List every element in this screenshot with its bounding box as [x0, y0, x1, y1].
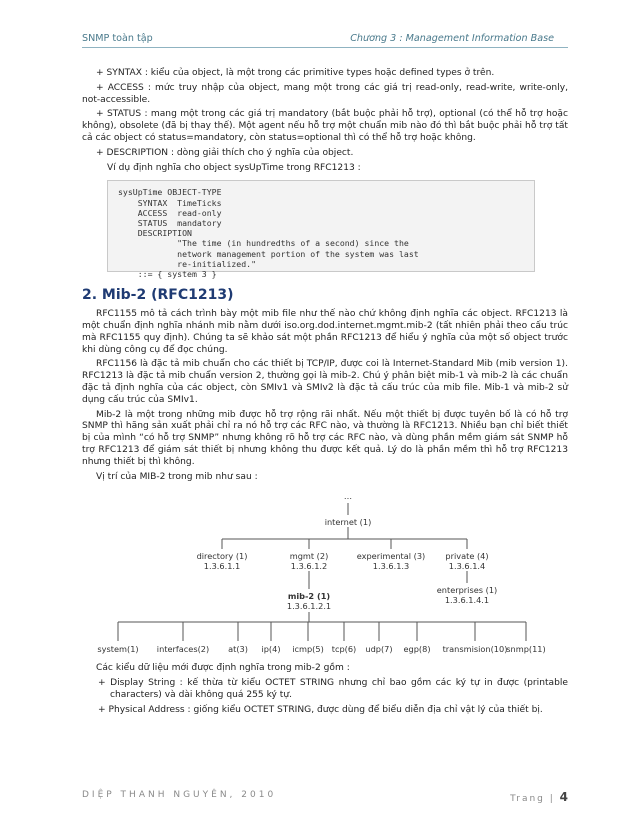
- leaf-interfaces: interfaces(2): [156, 644, 210, 655]
- node-enterprises-name: enterprises (1): [436, 585, 498, 596]
- datatypes-intro: Các kiểu dữ liệu mới được định nghĩa trong mib-2 gồm :: [96, 663, 350, 674]
- leaf-system: system(1): [97, 644, 139, 655]
- footer-page-number: 4: [559, 790, 568, 804]
- footer-page: [510, 790, 568, 804]
- section-heading: 2. Mib-2 (RFC1213): [82, 287, 234, 304]
- description-item: + DESCRIPTION : dòng giải thích cho ý nghĩa của object.: [96, 147, 354, 158]
- leaf-snmp: snmp(11): [506, 644, 546, 655]
- leaf-icmp: icmp(5): [292, 644, 324, 655]
- node-enterprises: [437, 585, 497, 605]
- node-private-oid: 1.3.6.1.4: [448, 561, 486, 572]
- node-mgmt-name: mgmt (2): [289, 551, 329, 562]
- footer-author: DIỆP THANH NGUYÊN, 2010: [82, 790, 277, 800]
- access-item: + ACCESS : mức truy nhập của object, mang một trong các giá trị read-only, read-write, write-only, not-accessible.: [82, 82, 568, 105]
- leaf-tcp: tcp(6): [331, 644, 357, 655]
- node-directory-name: directory (1): [196, 551, 248, 562]
- node-experimental: [357, 551, 426, 571]
- page-body: [82, 68, 568, 720]
- chapter-number: Chương 3: [350, 33, 397, 44]
- mib-tree-diagram: [82, 491, 568, 663]
- section-paragraph-4: Vị trí của MIB-2 trong mib như sau :: [96, 471, 258, 482]
- node-mgmt: [290, 551, 329, 571]
- node-mib2-name: mib-2 (1): [287, 591, 331, 602]
- node-experimental-name: experimental (3): [356, 551, 426, 562]
- display-string-item: + Display String : kế thừa từ kiểu OCTET STRING nhưng chỉ bao gồm các ký tự in được (printable characters) và dài không quá 255 ký tự.: [98, 678, 568, 700]
- node-mgmt-oid: 1.3.6.1.2: [290, 561, 328, 572]
- section-paragraph-2: RFC1156 là đặc tả mib chuẩn cho các thiết bị TCP/IP, được coi là Internet-Standard Mib (mib version 1). RFC1213 là đặc tả mib chuẩn version 2, thường gọi là mib-2. Chú ý phân biệt mib-1 và mib-2 là các chuẩn đặc tả định nghĩa của các object, còn SMIv1 và SMIv2 là đặc tả cấu trúc của mib file. Mib-1 và mib-2 sử dụng cấu trúc của SMIv1.: [82, 359, 568, 405]
- leaf-at: at(3): [228, 644, 248, 655]
- node-mib2-oid: 1.3.6.1.2.1: [286, 601, 332, 612]
- example-intro: Ví dụ định nghĩa cho object sysUpTime trong RFC1213 :: [107, 162, 361, 173]
- header-title: SNMP toàn tập: [82, 33, 153, 44]
- node-directory: [197, 551, 248, 571]
- node-enterprises-oid: 1.3.6.1.4.1: [444, 595, 490, 606]
- chapter-title: : Management Information Base: [396, 33, 554, 44]
- section-paragraph-1: RFC1155 mô tả cách trình bày một mib file như thế nào chứ không định nghĩa các object. RFC1213 là một chuẩn định nghĩa nhánh mib nằm dưới iso.org.dod.internet.mgmt.mib-2 (tất nhiên phải theo cấu trúc mà RFC1155 quy định). Chúng ta sẽ khảo sát một phần RFC1213 để hiểu ý nghĩa của một số object trước khi dùng công cụ để đọc chúng.: [82, 309, 568, 355]
- node-private: [445, 551, 488, 571]
- node-ellipsis: …: [343, 491, 353, 502]
- leaf-transmision: transmision(10): [442, 644, 508, 655]
- physical-address-item: + Physical Address : giống kiểu OCTET STRING, được dùng để biểu diễn địa chỉ vật lý của thiết bị.: [98, 704, 543, 715]
- leaf-ip: ip(4): [261, 644, 281, 655]
- section-paragraph-3: Mib-2 là một trong những mib được hỗ trợ rộng rãi nhất. Nếu một thiết bị được tuyên bố là có hỗ trợ SNMP thì hãng sản xuất phải chỉ ra nó hỗ trợ các RFC nào, và thường là RFC1213. Nhiều bạn chỉ biết thiết bị của mình “có hỗ trợ SNMP” nhưng không rõ hỗ trợ các RFC nào, và dùng phần mềm giám sát SNMP hỗ trợ RFC1213 để giám sát thiết bị nhưng không thu được kết quả. Lý do là phần mềm thì hỗ trợ RFC1213 nhưng thiết bị thì không.: [82, 409, 568, 467]
- code-block: sysUpTime OBJECT-TYPE SYNTAX TimeTicks ACCESS read-only STATUS mandatory DESCRIPTION "The time (in hundredths of a second) since the network management portion of the system was last re-initialized." ::= { system 3 }: [107, 180, 535, 272]
- header-divider: [82, 47, 568, 48]
- node-experimental-oid: 1.3.6.1.3: [372, 561, 410, 572]
- leaf-egp: egp(8): [403, 644, 431, 655]
- header-chapter: [350, 33, 554, 44]
- node-private-name: private (4): [445, 551, 489, 562]
- node-mib2: [287, 591, 331, 611]
- footer-page-label: Trang |: [510, 794, 555, 804]
- status-item: + STATUS : mang một trong các giá trị mandatory (bắt buộc phải hỗ trợ), optional (có thể hỗ trợ hoặc không), obsolete (đã bị thay thế). Một agent nếu hỗ trợ một chuẩn mib nào đó thì bắt buộc phải hỗ trợ tất cả các object có status=mandatory, còn status=optional thì có thể hỗ trợ hoặc không.: [82, 109, 568, 143]
- node-directory-oid: 1.3.6.1.1: [203, 561, 241, 572]
- syntax-item: + SYNTAX : kiểu của object, là một trong các primitive types hoặc defined types ở trên.: [96, 68, 495, 78]
- leaf-udp: udp(7): [365, 644, 393, 655]
- node-internet: internet (1): [324, 517, 372, 528]
